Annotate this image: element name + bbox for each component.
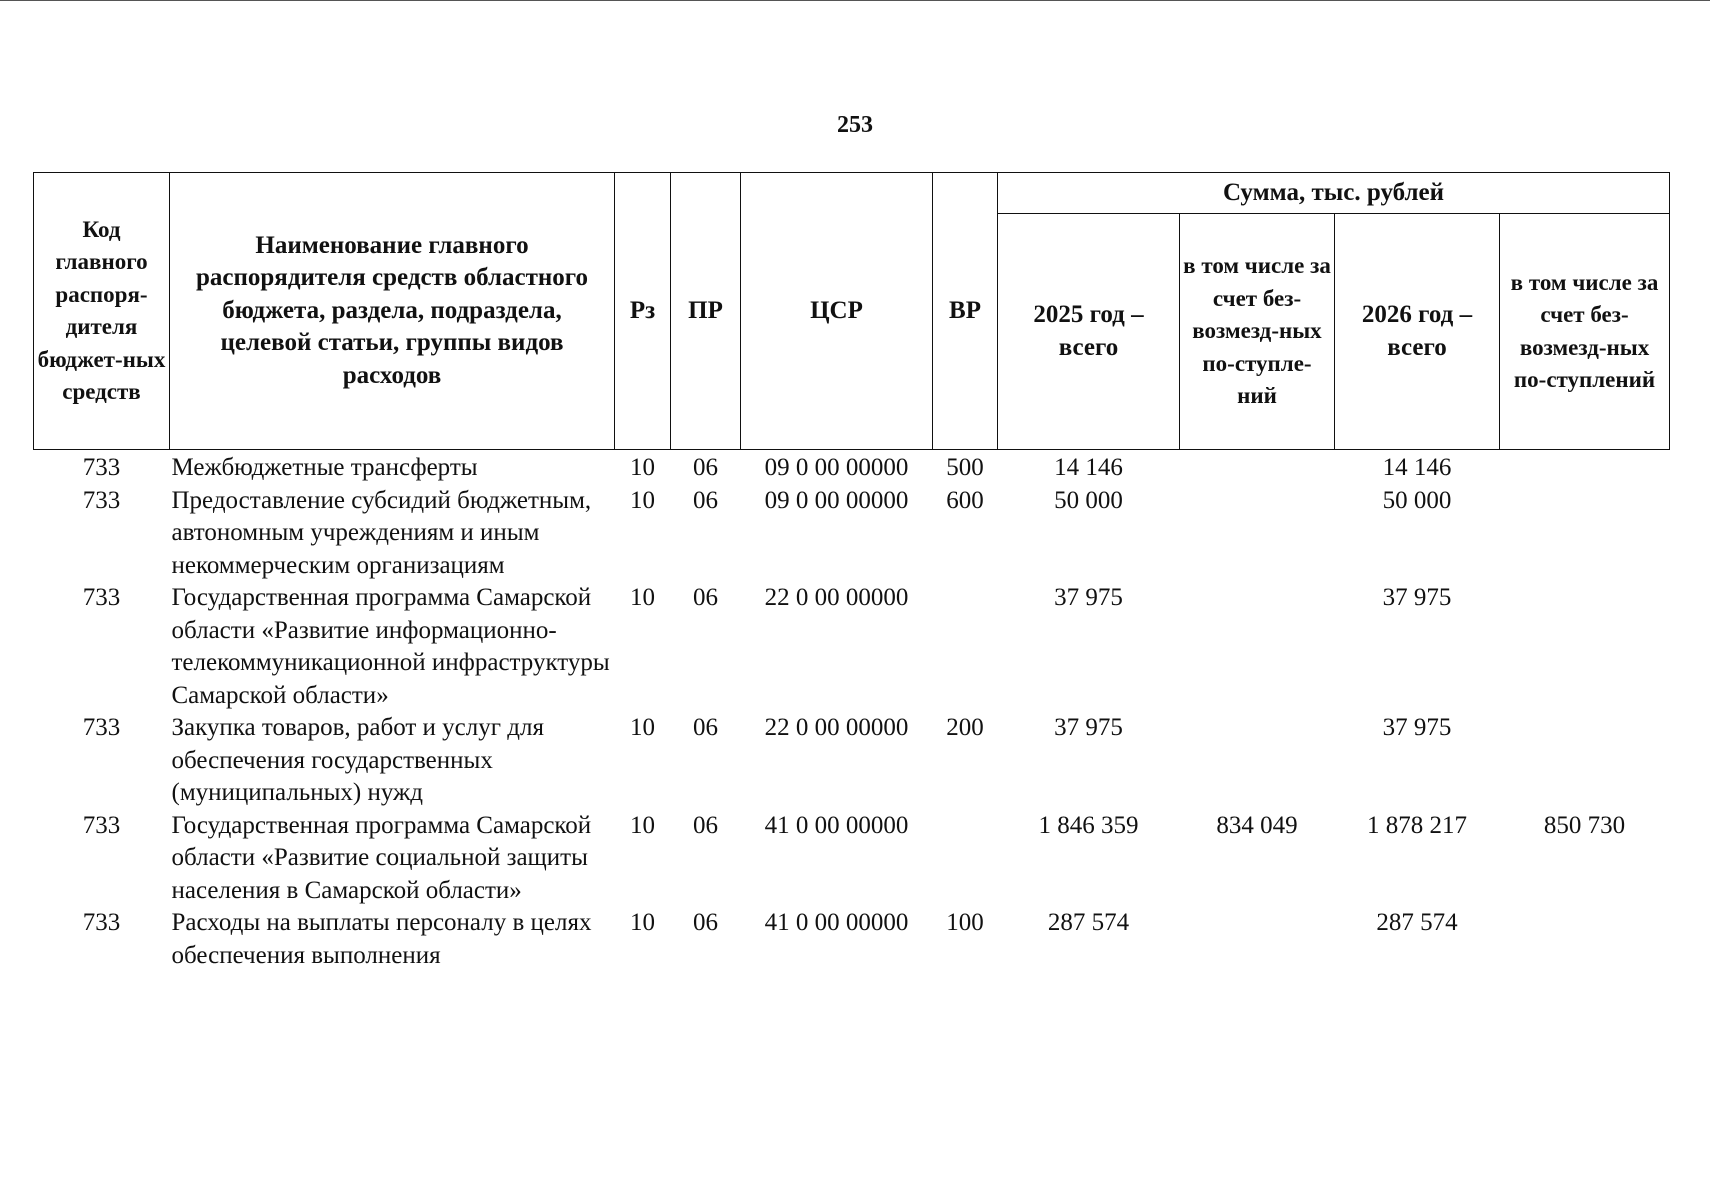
page-number: 253 [837,112,873,138]
cell-code: 733 [82,584,121,611]
cell-2025-grants [1180,712,1335,810]
cell-name: Межбюджетные трансферты [171,454,478,481]
table-header [34,173,1670,450]
cell-2025-total: 37 975 [1054,584,1123,611]
cell-2025-total: 37 975 [1054,714,1123,741]
cell-2026-total: 50 000 [1382,486,1452,514]
cell-csr: 41 0 00 00000 [764,811,909,839]
cell-pr: 06 [693,486,718,514]
cell-2026-grants [1500,582,1670,712]
header-sum: Сумма, тыс. рублей [998,173,1670,214]
header-rz: Рз [615,173,671,450]
cell-2026-total: 37 975 [1382,714,1452,741]
cell-csr: 22 0 00 00000 [764,714,909,741]
table-body [34,450,1670,973]
cell-2026-grants [1500,450,1670,485]
cell-2026-total: 287 574 [1376,909,1458,936]
cell-2025-grants [1180,582,1335,712]
cell-2025-total: 1 846 359 [1038,811,1139,839]
cell-2025-grants [1180,485,1335,583]
table-row [34,907,1670,972]
cell-rz: 10 [630,909,655,936]
cell-2026-grants [1500,485,1670,583]
cell-2026-total: 1 878 217 [1367,811,1467,839]
cell-code: 733 [82,714,121,741]
cell-vr: 200 [946,714,984,741]
table-row [34,810,1670,908]
page-top-rule [0,0,1710,1]
cell-2026-total: 14 146 [1382,454,1452,481]
cell-2026-grants [1500,907,1670,972]
header-2025-total: 2025 год – всего [998,214,1180,450]
header-pr: ПР [671,173,741,450]
cell-name: Государственная программа Самарской области «Развитие социальной защиты населения в Самарской области» [171,811,592,904]
cell-2026-grants [1500,712,1670,810]
cell-pr: 06 [693,454,718,481]
cell-vr [933,582,998,712]
cell-2025-grants [1180,907,1335,972]
cell-rz: 10 [630,584,655,611]
cell-pr: 06 [693,909,718,936]
cell-vr [933,810,998,908]
header-code: Код главного распоря-дителя бюджет-ных средств [34,173,170,450]
cell-2025-total: 287 574 [1047,909,1130,936]
header-name: Наименование главного распорядителя средств областного бюджета, раздела, подраздела, целевой статьи, группы видов расходов [170,173,615,450]
cell-vr: 100 [946,909,984,936]
header-2026-grants: в том числе за счет без-возмезд-ных по-ступлений [1500,214,1670,450]
cell-code: 733 [82,486,121,514]
cell-pr: 06 [693,811,718,839]
header-vr: ВР [933,173,998,450]
cell-2026-grants: 850 730 [1543,811,1626,839]
table-row [34,450,1670,485]
cell-name: Предоставление субсидий бюджетным, автономным учреждениям и иным некоммерческим организациям [171,486,592,579]
cell-2025-grants [1180,450,1335,485]
cell-name: Закупка товаров, работ и услуг для обеспечения государственных (муниципальных) нужд [171,714,544,806]
cell-code: 733 [82,811,121,839]
cell-csr: 09 0 00 00000 [764,486,909,514]
cell-pr: 06 [693,584,718,611]
cell-name: Расходы на выплаты персоналу в целях обеспечения выполнения [171,909,592,969]
table-row [34,485,1670,583]
cell-code: 733 [82,454,121,481]
budget-table [33,172,1670,972]
cell-vr: 500 [946,454,984,481]
header-csr: ЦСР [741,173,933,450]
cell-rz: 10 [630,486,655,514]
cell-rz: 10 [630,811,655,839]
cell-2025-total: 50 000 [1054,486,1123,514]
cell-pr: 06 [693,714,718,741]
header-2026-total: 2026 год – всего [1335,214,1500,450]
cell-2026-total: 37 975 [1382,584,1452,611]
cell-name: Государственная программа Самарской области «Развитие информационно-телекоммуникационной инфраструктуры Самарской области» [171,584,610,709]
cell-csr: 41 0 00 00000 [764,909,909,936]
header-2025-grants: в том числе за счет без-возмезд-ных по-ступле-ний [1180,214,1335,450]
cell-rz: 10 [630,454,655,481]
cell-csr: 09 0 00 00000 [764,454,909,481]
cell-vr: 600 [946,486,984,514]
cell-csr: 22 0 00 00000 [764,584,909,611]
table-row [34,582,1670,712]
cell-2025-grants: 834 049 [1216,811,1298,839]
cell-2025-total: 14 146 [1054,454,1123,481]
table-row [34,712,1670,810]
cell-rz: 10 [630,714,655,741]
cell-code: 733 [82,909,121,936]
